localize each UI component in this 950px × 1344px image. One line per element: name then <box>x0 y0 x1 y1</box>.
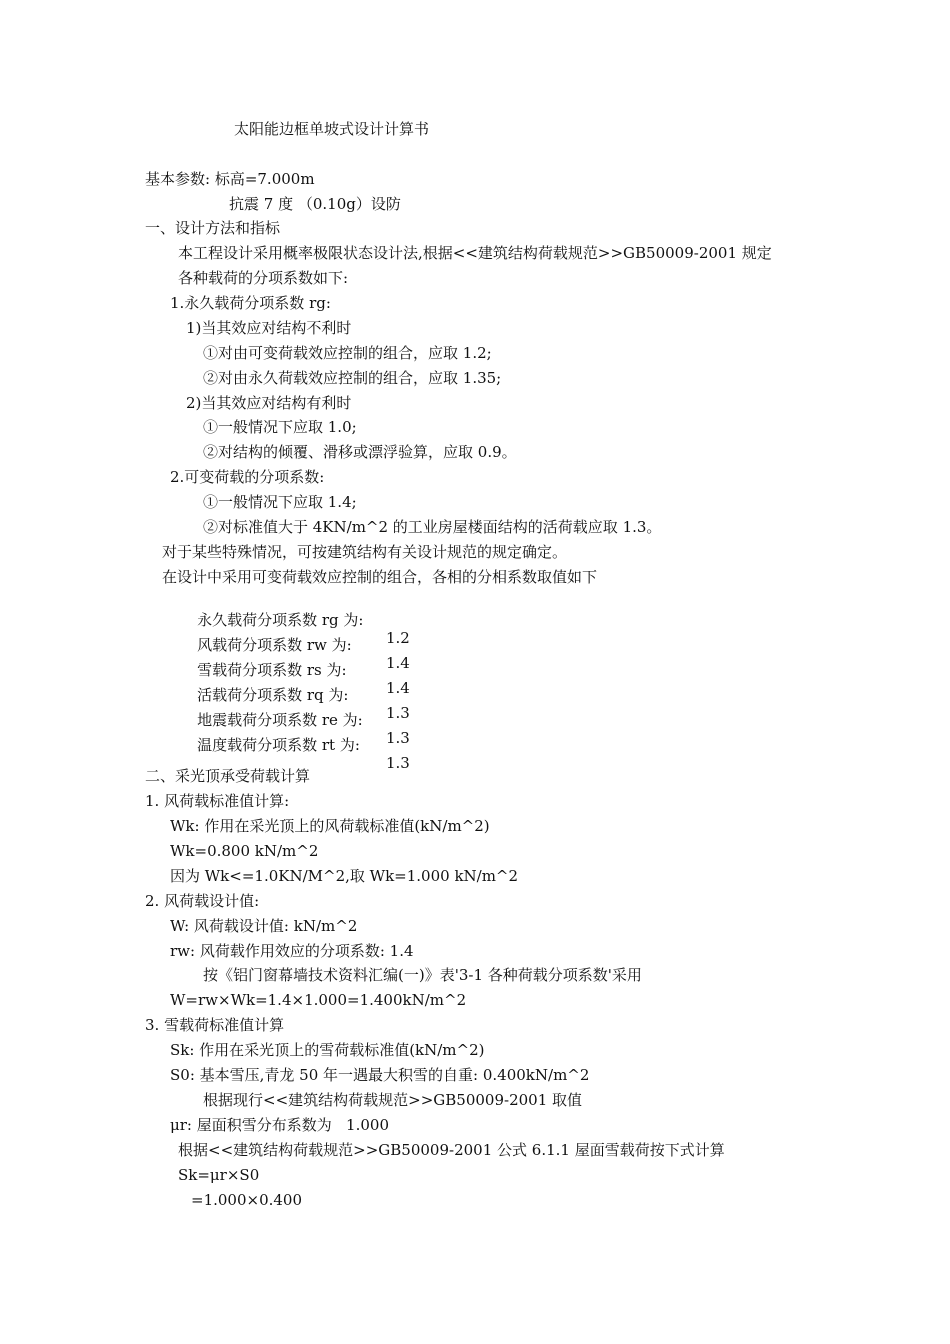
list-item: ②对结构的倾覆、滑移或漂浮验算，应取 0.9。 <box>203 443 517 461</box>
formula: Sk=μr×S0 <box>178 1166 260 1184</box>
factor-label: 温度载荷分项系数 rt 为: <box>197 736 360 754</box>
document-title: 太阳能边框单坡式设计计算书 <box>234 120 430 138</box>
paragraph: W=rw×Wk=1.4×1.000=1.400kN/m^2 <box>170 991 467 1009</box>
factor-label: 雪载荷分项系数 rs 为: <box>197 661 347 679</box>
factor-value: 1.3 <box>386 754 410 772</box>
paragraph: S0: 基本雪压,青龙 50 年一遇最大积雪的自重: 0.400kN/m^2 <box>170 1066 590 1084</box>
paragraph: 根据现行<<建筑结构荷载规范>>GB50009-2001 取值 <box>203 1091 583 1109</box>
paragraph: 本工程设计采用概率极限状态设计法,根据<<建筑结构荷载规范>>GB50009-2001 规定 <box>178 244 772 262</box>
list-item: 2)当其效应对结构有利时 <box>186 394 352 412</box>
factor-label: 永久载荷分项系数 rg 为: <box>197 611 364 629</box>
factor-label: 地震载荷分项系数 re 为: <box>197 711 363 729</box>
factor-row <box>178 718 438 772</box>
list-item: ②对由永久荷载效应控制的组合，应取 1.35; <box>203 369 502 387</box>
subsection-title: 3. 雪载荷标准值计算 <box>145 1016 285 1034</box>
factor-value: 1.4 <box>386 679 410 697</box>
paragraph: 在设计中采用可变荷载效应控制的组合，各相的分相系数取值如下 <box>162 568 598 586</box>
list-item: ①一般情况下应取 1.4; <box>203 493 357 511</box>
list-item: 1.永久载荷分项系数 rg: <box>170 294 331 312</box>
paragraph: 根据<<建筑结构荷载规范>>GB50009-2001 公式 6.1.1 屋面雪载荷按下式计算 <box>178 1141 725 1159</box>
list-item: ②对标准值大于 4KN/m^2 的工业房屋楼面结构的活荷载应取 1.3。 <box>203 518 662 536</box>
paragraph: rw: 风荷载作用效应的分项系数: 1.4 <box>170 942 414 960</box>
factor-value: 1.3 <box>386 729 410 747</box>
list-item: ①一般情况下应取 1.0; <box>203 418 357 436</box>
formula: =1.000×0.400 <box>191 1191 303 1209</box>
section-1-heading: 一、设计方法和指标 <box>145 219 281 237</box>
paragraph: 对于某些特殊情况，可按建筑结构有关设计规范的规定确定。 <box>162 543 568 561</box>
paragraph: 因为 Wk<=1.0KN/M^2,取 Wk=1.000 kN/m^2 <box>170 867 519 885</box>
paragraph: 各种载荷的分项系数如下: <box>178 269 349 287</box>
param-elevation: 基本参数: 标高=7.000m <box>145 170 315 188</box>
paragraph: 按《铝门窗幕墙技术资料汇编(一)》表'3-1 各种荷载分项系数'采用 <box>203 966 642 984</box>
factor-value: 1.3 <box>386 704 410 722</box>
paragraph: Sk: 作用在采光顶上的雪荷载标准值(kN/m^2) <box>170 1041 485 1059</box>
factor-label: 风载荷分项系数 rw 为: <box>197 636 352 654</box>
factor-label: 活载荷分项系数 rq 为: <box>197 686 349 704</box>
factor-value: 1.2 <box>386 629 410 647</box>
paragraph: Wk: 作用在采光顶上的风荷载标准值(kN/m^2) <box>170 817 490 835</box>
param-seismic: 抗震 7 度 （0.10g）设防 <box>229 195 401 213</box>
paragraph: μr: 屋面积雪分布系数为 1.000 <box>170 1116 389 1134</box>
factor-value: 1.4 <box>386 654 410 672</box>
list-item: 2.可变荷载的分项系数: <box>170 468 325 486</box>
list-item: ①对由可变荷载效应控制的组合，应取 1.2; <box>203 344 492 362</box>
paragraph: W: 风荷载设计值: kN/m^2 <box>170 917 358 935</box>
paragraph: Wk=0.800 kN/m^2 <box>170 842 319 860</box>
section-2-heading: 二、采光顶承受荷载计算 <box>145 767 311 785</box>
subsection-title: 2. 风荷载设计值: <box>145 892 260 910</box>
subsection-title: 1. 风荷载标准值计算: <box>145 792 290 810</box>
list-item: 1)当其效应对结构不利时 <box>186 319 352 337</box>
